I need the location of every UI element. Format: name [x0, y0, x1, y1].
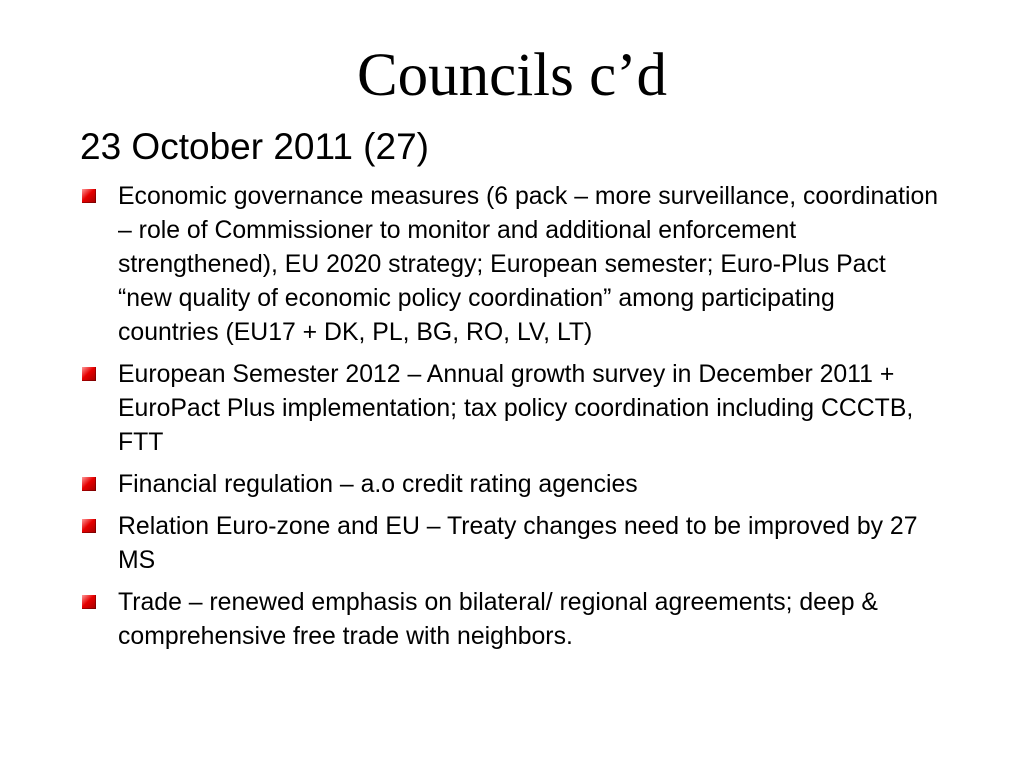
bullet-text: Economic governance measures (6 pack – more surveillance, coordination – role of Commissioner to monitor and additional enforcement strengthened), EU 2020 strategy; European semester; Euro-Plus Pact “new quality of economic policy coordination” among participating countries (EU17 + DK, PL, BG, RO, LV, LT): [118, 183, 939, 346]
bullet-item: [80, 510, 940, 578]
bullet-text: Relation Euro-zone and EU – Treaty changes need to be improved by 27 MS: [118, 513, 918, 574]
slide-title: Councils c’d: [356, 42, 668, 109]
red-square-bullet-icon: [82, 367, 96, 381]
red-square-bullet-icon: [82, 477, 96, 491]
red-square-bullet-icon: [82, 519, 96, 533]
bullet-item: [80, 586, 940, 654]
bullet-item: [80, 358, 940, 460]
red-square-bullet-icon: [82, 189, 96, 203]
bullet-item: [80, 180, 940, 350]
bullet-text: European Semester 2012 – Annual growth survey in December 2011 + EuroPact Plus implementation; tax policy coordination including CCCTB, FTT: [118, 361, 914, 456]
bullet-text: Financial regulation – a.o credit rating agencies: [118, 471, 638, 498]
red-square-bullet-icon: [82, 595, 96, 609]
bullet-item: [80, 468, 940, 502]
bullet-text: Trade – renewed emphasis on bilateral/ regional agreements; deep & comprehensive free trade with neighbors.: [118, 589, 878, 650]
bullet-list: [80, 180, 940, 662]
slide-subheading: 23 October 2011 (27): [80, 126, 429, 167]
